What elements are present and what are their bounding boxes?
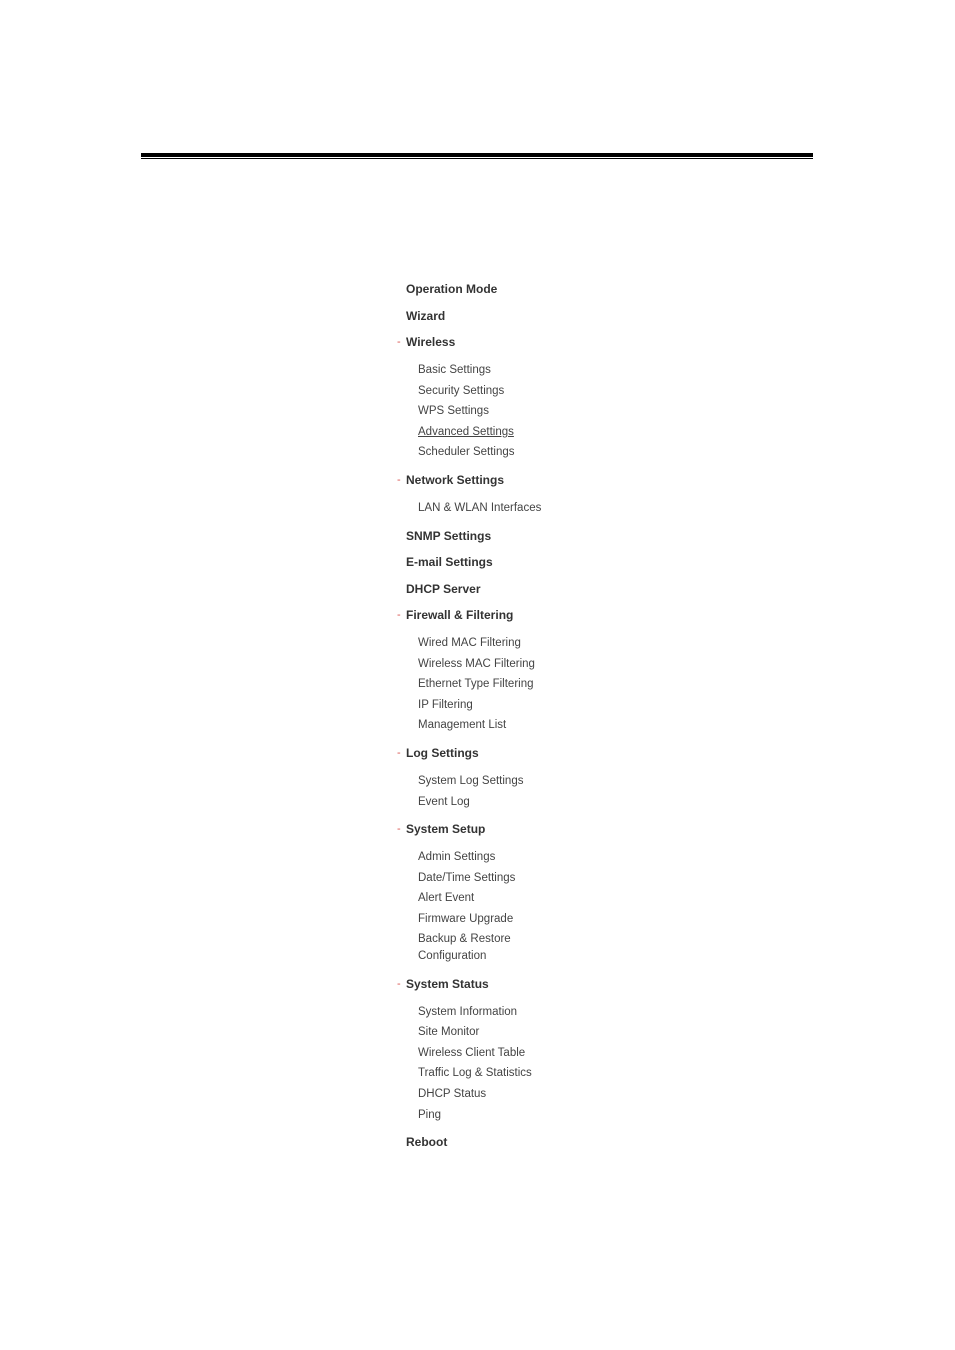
collapse-icon[interactable]: - [397,977,401,990]
submenu-item-admin-settings[interactable]: Admin Settings [418,851,496,864]
menu-email-settings[interactable] [395,551,695,573]
submenu-log-settings [395,771,695,812]
menu-group-firewall-filtering [395,604,695,736]
submenu-wireless [395,360,695,463]
collapse-icon[interactable]: - [397,823,401,836]
submenu-item-wired-mac-filtering[interactable]: Wired MAC Filtering [418,637,521,650]
submenu-system-setup [395,847,695,966]
collapse-icon[interactable]: - [397,609,401,622]
menu-system-status[interactable] [395,973,695,995]
menu-wireless-label: Wireless [406,335,456,349]
menu-network-settings[interactable] [395,469,695,491]
menu-firewall-filtering[interactable] [395,604,695,626]
menu-dhcp-server-label: DHCP Server [406,581,481,596]
header-rule-thin [141,158,813,159]
submenu-item-ip-filtering[interactable]: IP Filtering [418,698,473,711]
collapse-icon[interactable]: - [397,336,401,348]
menu-log-settings-label: Log Settings [406,746,479,761]
header-rule-thick [141,153,813,157]
menu-system-status-label: System Status [406,976,489,991]
submenu-item-firmware-upgrade[interactable]: Firmware Upgrade [418,913,514,925]
submenu-item-security-settings[interactable]: Security Settings [418,384,505,397]
menu-log-settings[interactable] [395,742,695,764]
submenu-item-wps-settings[interactable]: WPS Settings [418,405,489,418]
submenu-system-status [395,1002,695,1126]
menu-group-system-status [395,973,695,1126]
submenu-item-backup-restore-configuration[interactable]: Backup & Restore Configuration [418,932,511,962]
submenu-item-ping[interactable]: Ping [418,1108,442,1121]
menu-group-log-settings [395,742,695,812]
submenu-item-wireless-mac-filtering[interactable]: Wireless MAC Filtering [418,657,535,670]
submenu-item-site-monitor[interactable]: Site Monitor [418,1026,480,1039]
menu-group-system-setup [395,818,695,966]
submenu-item-lan-wlan-interfaces[interactable]: LAN & WLAN Interfaces [418,501,542,514]
menu-reboot-label: Reboot [406,1135,448,1150]
submenu-item-event-log[interactable]: Event Log [418,795,470,808]
menu-wireless[interactable] [395,331,695,353]
menu-group-wireless [395,331,695,463]
submenu-item-date-time-settings[interactable]: Date/Time Settings [418,871,516,884]
submenu-item-ethernet-type-filtering[interactable]: Ethernet Type Filtering [418,678,534,691]
header-rule [141,153,813,160]
submenu-item-system-information[interactable]: System Information [418,1005,518,1018]
submenu-item-system-log-settings[interactable]: System Log Settings [418,775,524,788]
menu-operation-mode[interactable] [395,278,695,300]
submenu-item-management-list[interactable]: Management List [418,719,507,732]
menu-snmp-settings-label: SNMP Settings [406,528,492,543]
submenu-item-traffic-log-statistics[interactable]: Traffic Log & Statistics [418,1067,532,1080]
menu-system-setup[interactable] [395,818,695,840]
menu-operation-mode-label: Operation Mode [406,282,498,296]
submenu-network-settings [395,498,695,519]
navigation-menu [395,278,695,1158]
menu-wizard-label: Wizard [406,308,446,323]
submenu-firewall-filtering [395,633,695,736]
collapse-icon[interactable]: - [397,747,401,760]
menu-network-settings-label: Network Settings [406,472,505,487]
menu-firewall-filtering-label: Firewall & Filtering [406,608,514,623]
collapse-icon[interactable]: - [397,473,401,486]
submenu-item-advanced-settings[interactable]: Advanced Settings [418,425,514,438]
menu-dhcp-server[interactable] [395,578,695,600]
submenu-item-wireless-client-table[interactable]: Wireless Client Table [418,1046,526,1059]
menu-snmp-settings[interactable] [395,525,695,547]
menu-reboot[interactable] [395,1131,695,1153]
menu-system-setup-label: System Setup [406,822,486,837]
submenu-item-scheduler-settings[interactable]: Scheduler Settings [418,446,515,459]
menu-email-settings-label: E-mail Settings [406,555,493,570]
menu-wizard[interactable] [395,305,695,327]
submenu-item-basic-settings[interactable]: Basic Settings [418,364,491,376]
submenu-item-dhcp-status[interactable]: DHCP Status [418,1087,487,1100]
menu-group-network-settings [395,469,695,519]
submenu-item-alert-event[interactable]: Alert Event [418,892,475,905]
